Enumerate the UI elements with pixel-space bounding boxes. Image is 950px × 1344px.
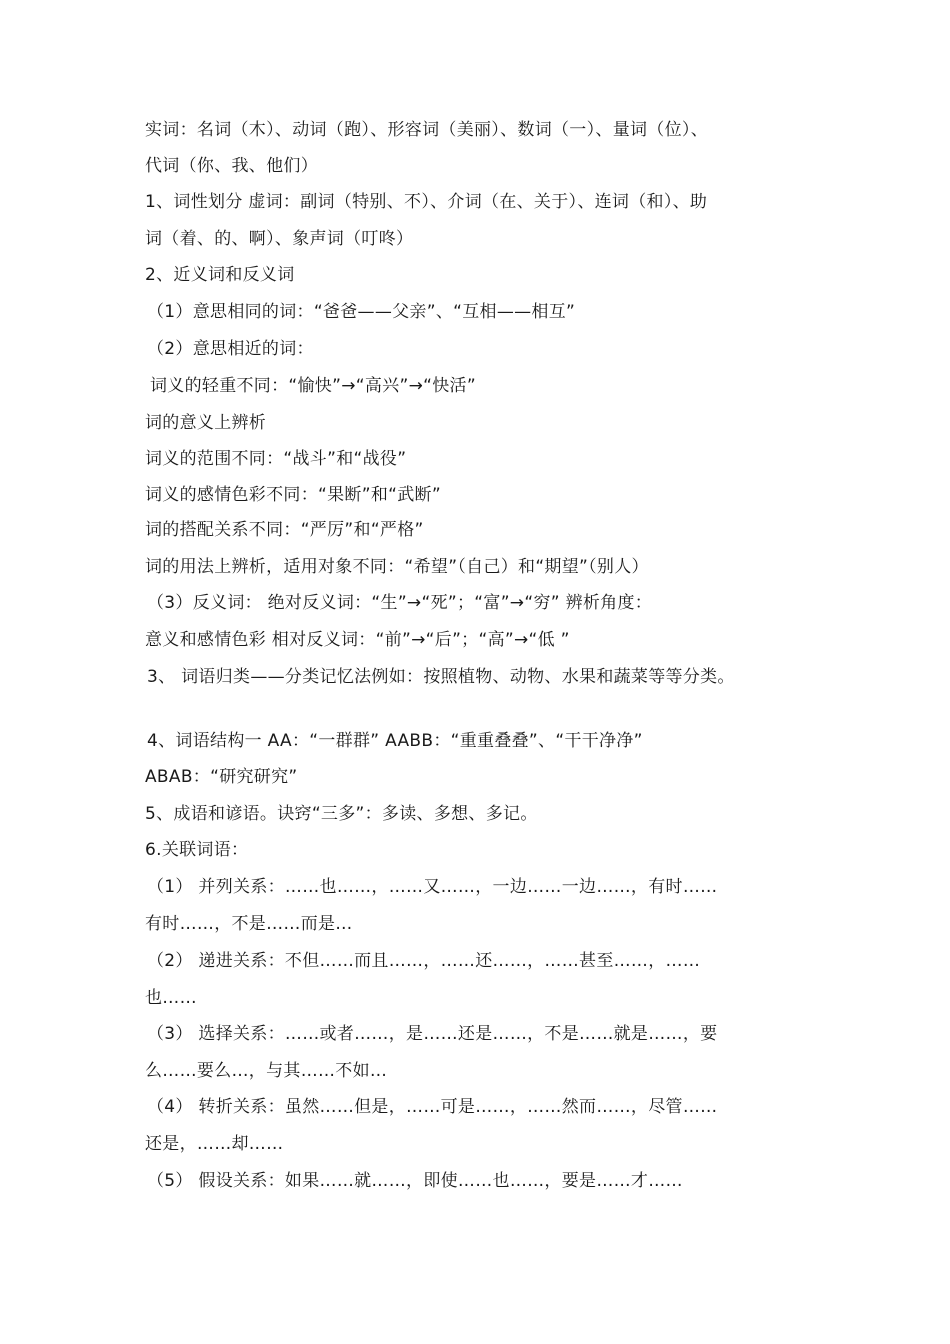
- synonym-usage-difference: 词的用法上辨析，适用对象不同：“希望”（自己）和“期望”（别人）: [145, 557, 649, 577]
- content-words-line-2: 代词（你、我、他们）: [145, 156, 318, 176]
- synonym-scope-difference: 词义的范围不同：“战斗”和“战役”: [145, 449, 407, 469]
- content-words-line-1: 实词：名词（木）、动词（跑）、形容词（美丽）、数词（一）、量词（位）、: [145, 120, 708, 140]
- adversative-relation-line-1: （4） 转折关系：虽然……但是，……可是……，……然而……，尽管……: [147, 1097, 718, 1117]
- section-2-heading: 2、近义词和反义词: [145, 265, 295, 285]
- section-3-word-grouping: 3、 词语归类——分类记忆法例如：按照植物、动物、水果和蔬菜等等分类。: [147, 667, 735, 687]
- meaning-analysis-heading: 词的意义上辨析: [145, 413, 267, 433]
- function-words-line-2: 词（着、的、啊）、象声词（叮咚）: [145, 229, 414, 249]
- adversative-relation-line-2: 还是，……却……: [145, 1134, 284, 1154]
- parallel-relation-line-2: 有时……，不是……而是…: [145, 914, 353, 934]
- section-6-heading: 6.关联词语：: [145, 840, 249, 860]
- synonym-degree-difference: 词义的轻重不同：“愉快”→“高兴”→“快活”: [150, 376, 476, 396]
- choice-relation-line-2: 么……要么…，与其……不如…: [145, 1061, 388, 1081]
- function-words-line-1: 1、词性划分 虚词：副词（特别、不）、介词（在、关于）、连词（和）、助: [145, 192, 708, 212]
- choice-relation-line-1: （3） 选择关系：……或者……，是……还是……，不是……就是……，要: [147, 1024, 718, 1044]
- synonyms-similar-meaning: （2）意思相近的词：: [147, 339, 314, 359]
- synonym-emotion-difference: 词义的感情色彩不同：“果断”和“武断”: [145, 485, 441, 505]
- parallel-relation-line-1: （1） 并列关系：……也……，……又……，一边……一边……，有时……: [147, 877, 718, 897]
- progressive-relation-line-2: 也……: [145, 988, 197, 1008]
- section-4-abab: ABAB：“研究研究”: [145, 767, 298, 787]
- progressive-relation-line-1: （2） 递进关系：不但……而且……，……还……，……甚至……，……: [147, 951, 701, 971]
- hypothetical-relation-line: （5） 假设关系：如果……就……，即使……也……，要是……才……: [147, 1171, 683, 1191]
- antonyms-line-1: （3）反义词： 绝对反义词：“生”→“死”；“富”→“穷” 辨析角度：: [147, 593, 653, 613]
- antonyms-line-2: 意义和感情色彩 相对反义词：“前”→“后”；“高”→“低 ”: [145, 630, 570, 650]
- section-5-idioms: 5、成语和谚语。诀窍“三多”：多读、多想、多记。: [145, 804, 538, 824]
- synonyms-same-meaning: （1）意思相同的词：“爸爸——父亲”、“互相——相互”: [147, 302, 576, 322]
- synonym-collocation-difference: 词的搭配关系不同：“严厉”和“严格”: [145, 520, 424, 540]
- section-4-word-structure: 4、词语结构一 AA：“一群群” AABB：“重重叠叠”、“干干净净”: [147, 731, 643, 751]
